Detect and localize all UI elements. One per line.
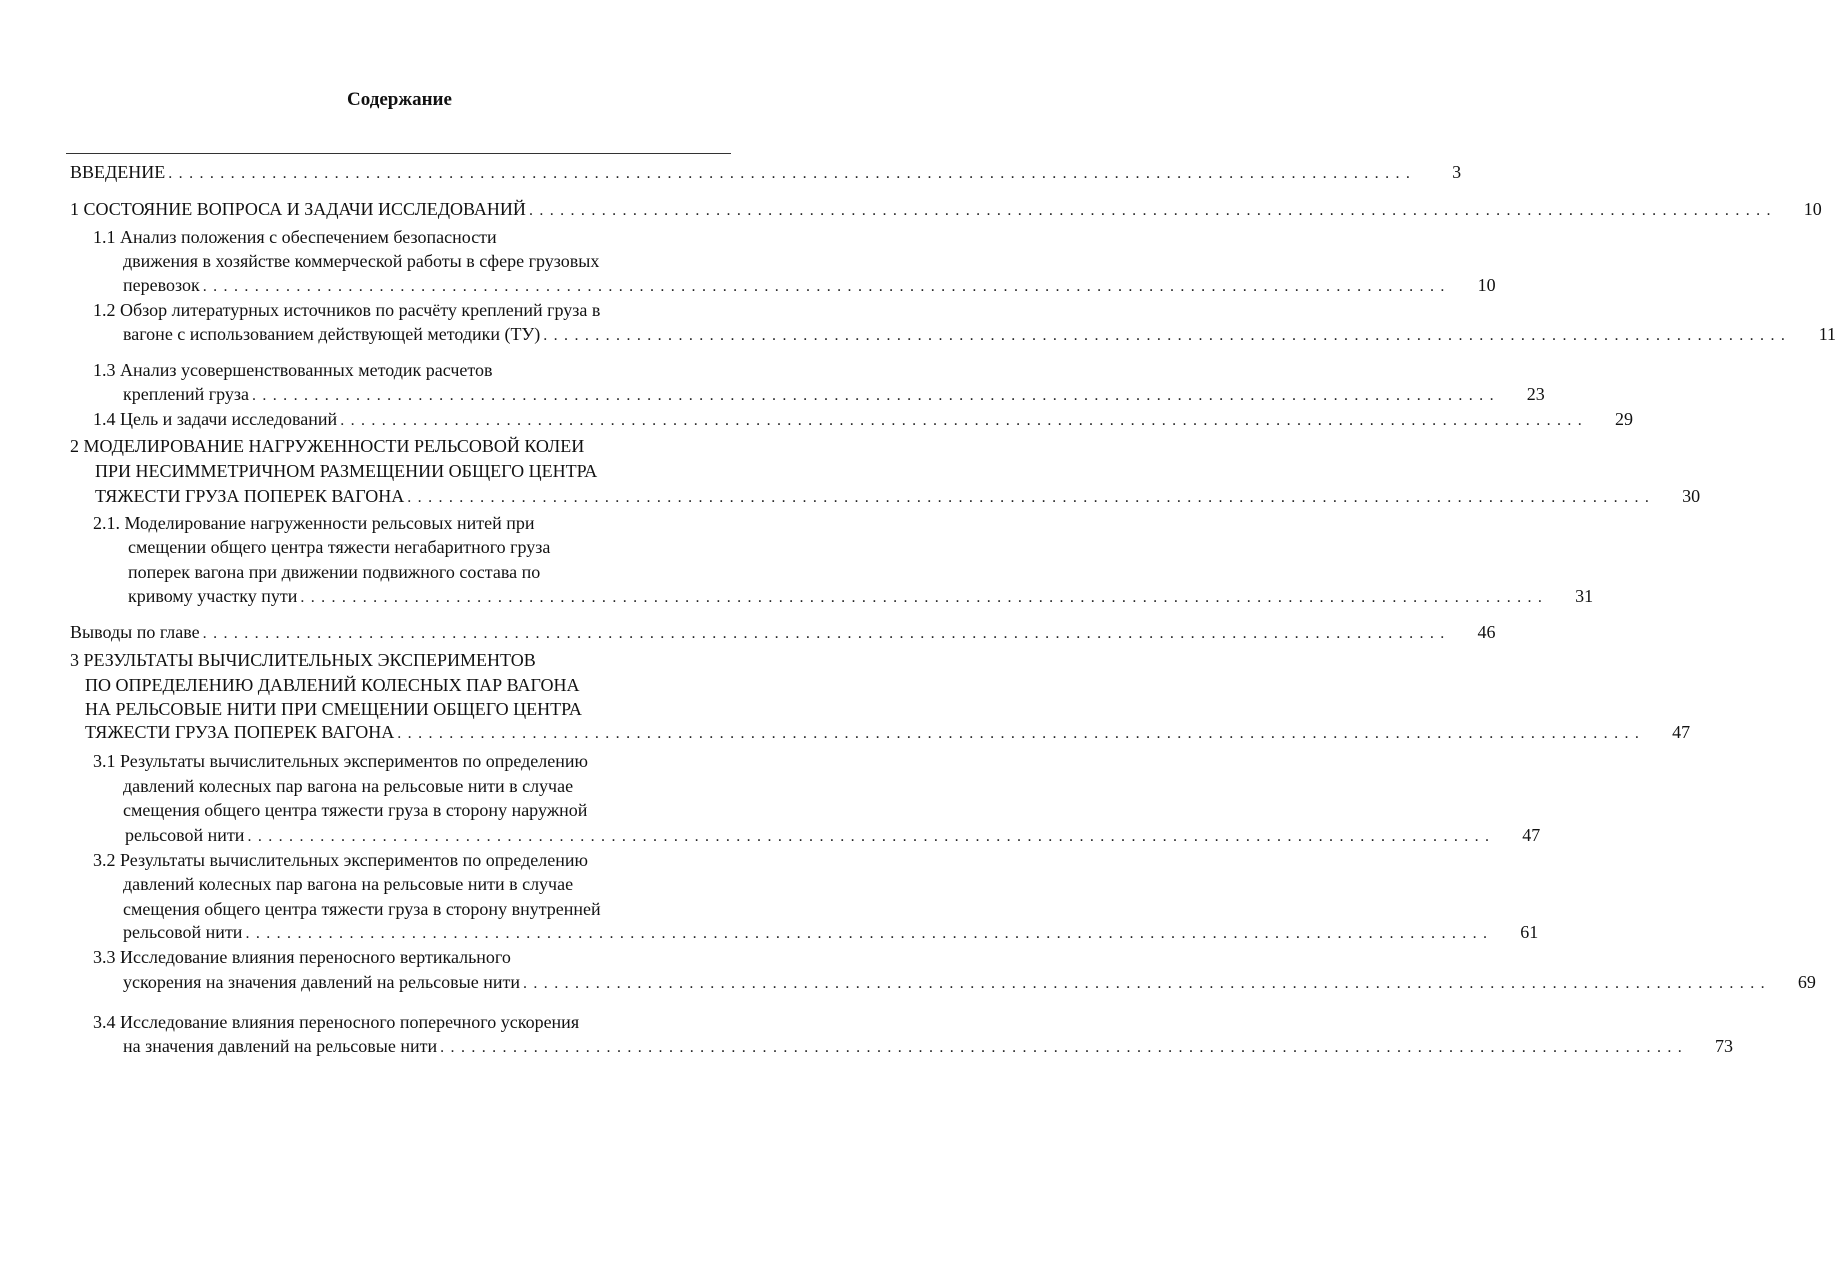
toc-entry-line: движения в хозяйстве коммерческой работы в сфере грузовых <box>123 251 600 271</box>
toc-entry-title: рельсовой нити <box>125 825 245 845</box>
toc-entry-line: 2 МОДЕЛИРОВАНИЕ НАГРУЖЕННОСТИ РЕЛЬСОВОЙ КОЛЕИ <box>70 436 585 456</box>
toc-entry-line: 1.2 Обзор литературных источников по расчёту креплений груза в <box>93 300 601 320</box>
toc-entry[interactable] <box>125 823 1541 847</box>
toc-entry-title: Выводы по главе <box>70 622 200 642</box>
toc-entry-title: перевозок <box>123 275 200 295</box>
dot-leader: . . . . . . . . . . . . . . . . . . . . . . . . . . . . . . . . . . . . . . . . . . . . . . . . . . . . . . . . . . . . . . . . . . . . . . . . . . . . . . . . . . . . . . . . . . . . . . . . . . . . . . . . . . . . . . . . . . . . . . . . <box>202 625 1446 642</box>
toc-page-number: 10 <box>1803 199 1822 219</box>
toc-entry[interactable] <box>70 197 1822 221</box>
toc-page-number: 46 <box>1477 622 1496 642</box>
toc-entry[interactable] <box>123 1034 1733 1058</box>
toc-entry-line: давлений колесных пар вагона на рельсовые нити в случае <box>123 776 574 796</box>
dot-leader: . . . . . . . . . . . . . . . . . . . . . . . . . . . . . . . . . . . . . . . . . . . . . . . . . . . . . . . . . . . . . . . . . . . . . . . . . . . . . . . . . . . . . . . . . . . . . . . . . . . . . . . . . . . . . . . . . . . . . . . . <box>528 202 1772 219</box>
dot-leader: . . . . . . . . . . . . . . . . . . . . . . . . . . . . . . . . . . . . . . . . . . . . . . . . . . . . . . . . . . . . . . . . . . . . . . . . . . . . . . . . . . . . . . . . . . . . . . . . . . . . . . . . . . . . . . . . . . . . . . . . <box>340 412 1583 429</box>
toc-page-number: 61 <box>1520 922 1539 942</box>
toc-entry-line: смещения общего центра тяжести груза в сторону наружной <box>123 800 588 820</box>
toc-entry-line: 2.1. Моделирование нагруженности рельсовых нитей при <box>93 513 535 533</box>
toc-entry[interactable] <box>70 160 1462 184</box>
toc-entry-line: ПО ОПРЕДЕЛЕНИЮ ДАВЛЕНИЙ КОЛЕСНЫХ ПАР ВАГОНА <box>85 675 580 695</box>
toc-entry-line: 3.2 Результаты вычислительных экспериментов по определению <box>93 850 588 870</box>
toc-entry-title: на значения давлений на рельсовые нити <box>123 1036 438 1056</box>
toc-entry-title: ВВЕДЕНИЕ <box>70 162 166 182</box>
toc-page-number: 29 <box>1615 409 1633 429</box>
toc-entry-line: НА РЕЛЬСОВЫЕ НИТИ ПРИ СМЕЩЕНИИ ОБЩЕГО ЦЕНТРА <box>85 699 582 719</box>
toc-entry-line: ПРИ НЕСИММЕТРИЧНОМ РАЗМЕЩЕНИИ ОБЩЕГО ЦЕНТРА <box>95 461 598 481</box>
toc-entry[interactable] <box>95 484 1701 508</box>
toc-page-number: 69 <box>1797 972 1816 992</box>
toc-entry-title: 1.4 Цель и задачи исследований <box>93 409 338 429</box>
separator-rule <box>66 153 731 154</box>
toc-entry[interactable] <box>85 720 1691 744</box>
toc-entry-title: ускорения на значения давлений на рельсовые нити <box>123 972 520 992</box>
toc-entry[interactable] <box>123 322 1837 346</box>
toc-entry-title: ТЯЖЕСТИ ГРУЗА ПОПЕРЕК ВАГОНА <box>85 722 395 742</box>
toc-entry[interactable] <box>128 584 1594 608</box>
toc-entry[interactable] <box>93 407 1633 431</box>
dot-leader: . . . . . . . . . . . . . . . . . . . . . . . . . . . . . . . . . . . . . . . . . . . . . . . . . . . . . . . . . . . . . . . . . . . . . . . . . . . . . . . . . . . . . . . . . . . . . . . . . . . . . . . . . . . . . . . . . . . . . . . . <box>202 278 1446 295</box>
toc-entry-line: 1.1 Анализ положения с обеспечением безопасности <box>93 227 497 247</box>
toc-page-number: 73 <box>1714 1036 1733 1056</box>
dot-leader: . . . . . . . . . . . . . . . . . . . . . . . . . . . . . . . . . . . . . . . . . . . . . . . . . . . . . . . . . . . . . . . . . . . . . . . . . . . . . . . . . . . . . . . . . . . . . . . . . . . . . . . . . . . . . . . . . . . . . . . . <box>407 489 1651 506</box>
toc-entry[interactable] <box>123 382 1545 406</box>
toc-page-number: 31 <box>1575 586 1594 606</box>
toc-page-number: 47 <box>1672 722 1691 742</box>
toc-entry-line: смещения общего центра тяжести груза в сторону внутренней <box>123 899 601 919</box>
toc-page-number: 11 <box>1818 324 1837 344</box>
toc-entry-line: 3.1 Результаты вычислительных экспериментов по определению <box>93 751 588 771</box>
toc-page-number: 30 <box>1682 486 1701 506</box>
toc-entry-title: кривому участку пути <box>128 586 298 606</box>
toc-entry-line: 3.3 Исследование влияния переносного вертикального <box>93 947 511 967</box>
toc-page-number: 10 <box>1477 275 1496 295</box>
toc-entry[interactable] <box>123 920 1539 944</box>
dot-leader: . . . . . . . . . . . . . . . . . . . . . . . . . . . . . . . . . . . . . . . . . . . . . . . . . . . . . . . . . . . . . . . . . . . . . . . . . . . . . . . . . . . . . . . . . . . . . . . . . . . . . . . . . . . . . . . . . . . . . . . . <box>397 725 1641 742</box>
toc-page-number: 23 <box>1526 384 1545 404</box>
dot-leader: . . . . . . . . . . . . . . . . . . . . . . . . . . . . . . . . . . . . . . . . . . . . . . . . . . . . . . . . . . . . . . . . . . . . . . . . . . . . . . . . . . . . . . . . . . . . . . . . . . . . . . . . . . . . . . . . . . . . . . . . <box>168 165 1412 182</box>
toc-entry-line: 3.4 Исследование влияния переносного поперечного ускорения <box>93 1012 580 1032</box>
toc-entry-line: 3 РЕЗУЛЬТАТЫ ВЫЧИСЛИТЕЛЬНЫХ ЭКСПЕРИМЕНТОВ <box>70 650 536 670</box>
toc-entry[interactable] <box>70 620 1496 644</box>
toc-entry-title: ТЯЖЕСТИ ГРУЗА ПОПЕРЕК ВАГОНА <box>95 486 405 506</box>
toc-entry-title: вагоне с использованием действующей методики (ТУ) <box>123 324 541 344</box>
dot-leader: . . . . . . . . . . . . . . . . . . . . . . . . . . . . . . . . . . . . . . . . . . . . . . . . . . . . . . . . . . . . . . . . . . . . . . . . . . . . . . . . . . . . . . . . . . . . . . . . . . . . . . . . . . . . . . . . . . . . . . . . <box>247 828 1491 845</box>
toc-entry-line: давлений колесных пар вагона на рельсовые нити в случае <box>123 874 574 894</box>
dot-leader: . . . . . . . . . . . . . . . . . . . . . . . . . . . . . . . . . . . . . . . . . . . . . . . . . . . . . . . . . . . . . . . . . . . . . . . . . . . . . . . . . . . . . . . . . . . . . . . . . . . . . . . . . . . . . . . . . . . . . . . . <box>523 975 1766 992</box>
toc-entry-title: креплений груза <box>123 384 249 404</box>
dot-leader: . . . . . . . . . . . . . . . . . . . . . . . . . . . . . . . . . . . . . . . . . . . . . . . . . . . . . . . . . . . . . . . . . . . . . . . . . . . . . . . . . . . . . . . . . . . . . . . . . . . . . . . . . . . . . . . . . . . . . . . . <box>251 387 1495 404</box>
dot-leader: . . . . . . . . . . . . . . . . . . . . . . . . . . . . . . . . . . . . . . . . . . . . . . . . . . . . . . . . . . . . . . . . . . . . . . . . . . . . . . . . . . . . . . . . . . . . . . . . . . . . . . . . . . . . . . . . . . . . . . . . <box>245 925 1489 942</box>
toc-page-number: 47 <box>1522 825 1541 845</box>
dot-leader: . . . . . . . . . . . . . . . . . . . . . . . . . . . . . . . . . . . . . . . . . . . . . . . . . . . . . . . . . . . . . . . . . . . . . . . . . . . . . . . . . . . . . . . . . . . . . . . . . . . . . . . . . . . . . . . . . . . . . . . . <box>440 1039 1683 1056</box>
toc-entry[interactable] <box>123 970 1816 994</box>
toc-entry-title: 1 СОСТОЯНИЕ ВОПРОСА И ЗАДАЧИ ИССЛЕДОВАНИЙ <box>70 199 526 219</box>
toc-entry-line: 1.3 Анализ усовершенствованных методик расчетов <box>93 360 493 380</box>
toc-entry-title: рельсовой нити <box>123 922 243 942</box>
page-title: Содержание <box>347 89 452 110</box>
toc-entry-line: поперек вагона при движении подвижного состава по <box>128 562 541 582</box>
toc-entry-line: смещении общего центра тяжести негабаритного груза <box>128 537 551 557</box>
dot-leader: . . . . . . . . . . . . . . . . . . . . . . . . . . . . . . . . . . . . . . . . . . . . . . . . . . . . . . . . . . . . . . . . . . . . . . . . . . . . . . . . . . . . . . . . . . . . . . . . . . . . . . . . . . . . . . . . . . . . . . . . <box>543 327 1787 344</box>
toc-page-number: 3 <box>1452 162 1462 182</box>
dot-leader: . . . . . . . . . . . . . . . . . . . . . . . . . . . . . . . . . . . . . . . . . . . . . . . . . . . . . . . . . . . . . . . . . . . . . . . . . . . . . . . . . . . . . . . . . . . . . . . . . . . . . . . . . . . . . . . . . . . . . . . . <box>300 589 1544 606</box>
toc-entry[interactable] <box>123 273 1496 297</box>
